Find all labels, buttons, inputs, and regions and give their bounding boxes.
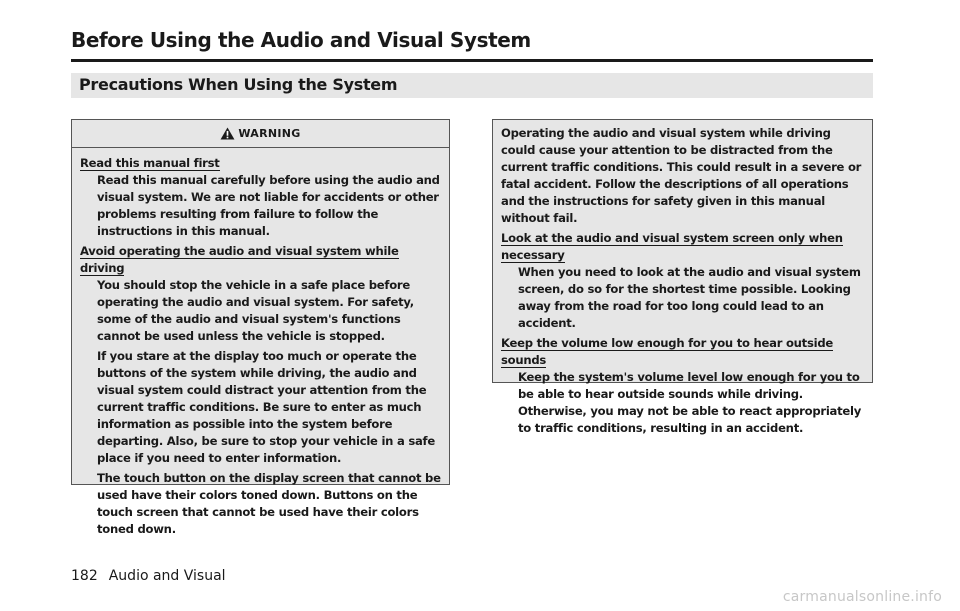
item-heading-text: Keep the volume low enough for you to hear outside sounds	[501, 336, 833, 367]
item-heading	[80, 243, 441, 277]
warning-box-right	[492, 119, 873, 435]
item-heading	[501, 230, 864, 264]
item-heading-text: Read this manual first	[80, 156, 220, 170]
item-text: You should stop the vehicle in a safe place before operating the audio and visual system. For safety, some of the audio and visual system's functions cannot be used unless the vehicle is stopped.	[97, 278, 414, 343]
item-text: When you need to look at the audio and visual system screen, do so for the shortest time possible. Looking away from the road for too long could lead to an accident.	[518, 265, 861, 330]
warning-box-left	[71, 119, 450, 536]
item-text: Read this manual carefully before using the audio and visual system. We are not liable for accidents or other problems resulting from failure to follow the instructions in this manual.	[97, 173, 440, 238]
item-text: Keep the system's volume level low enough for you to be able to hear outside sounds while driving. Otherwise, you may not be able to react appropriately to traffic conditions, resulting in an accident.	[518, 370, 862, 435]
title-rule	[71, 59, 873, 62]
warning-intro: Operating the audio and visual system while driving could cause your attention to be distracted from the current traffic conditions. This could result in a severe or fatal accident. Follow the descriptions of all operations and the instructions for safety given in this manual without fail.	[501, 126, 862, 225]
section-header	[71, 73, 873, 98]
item-heading	[80, 155, 441, 172]
warning-triangle-icon	[220, 127, 235, 140]
warning-body-left	[72, 148, 449, 538]
warning-header	[72, 120, 449, 148]
section-title: Precautions When Using the System	[79, 75, 398, 94]
page-number: 182	[71, 568, 98, 584]
item-text: If you stare at the display too much or operate the buttons of the system while driving, the audio and visual system could distract your attention from the current traffic conditions. Be sure to enter as much information as possible into the system before departing. Also, be sure to stop your vehicle in a safe place if you need to enter information.	[97, 349, 435, 465]
item-heading-text: Avoid operating the audio and visual system while driving	[80, 244, 399, 275]
item-heading	[501, 335, 864, 369]
watermark: carmanualsonline.info	[782, 589, 942, 605]
footer-section: Audio and Visual	[108, 568, 226, 584]
warning-label: WARNING	[238, 127, 301, 140]
page-title: Before Using the Audio and Visual System	[71, 28, 531, 52]
page-footer	[71, 568, 226, 584]
item-text: The touch button on the display screen that cannot be used have their colors toned down. Buttons on the touch screen that cannot be used have their colors toned down.	[97, 471, 441, 536]
item-heading-text: Look at the audio and visual system screen only when necessary	[501, 231, 843, 262]
